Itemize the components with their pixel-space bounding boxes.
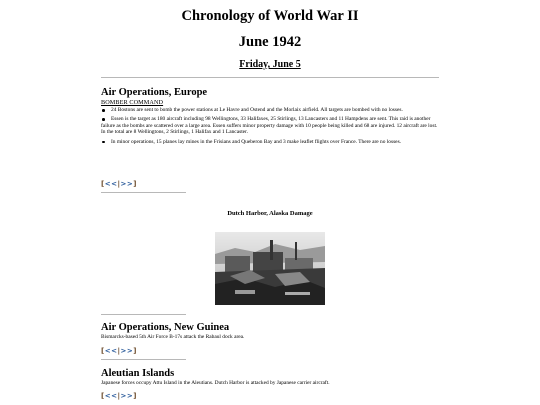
nav-arrows: [<<|>>] xyxy=(101,392,137,400)
event-list xyxy=(101,107,439,145)
nav-arrows: [<<|>>] xyxy=(101,347,137,355)
list-item: Essen is the target as 180 aircraft including 98 Wellingtons, 33 Halifaxes, 25 Stirlings, 13 Lancasters and 11 Hampdens are sent. This raid is another failure as the bombs are scattered over a large area. Essen suffers minor property damage with 10 people being killed and 68 are injured. 12 aircraft are lost. In the total are 8 Wellingtons, 2 Stirlings, 1 Halifax and 1 Lancaster. xyxy=(101,116,438,136)
page-title: Chronology of World War II xyxy=(181,8,359,24)
list-item: In minor operations, 15 planes lay mines in the Frisians and Queberon Bay and 3 make leaflet flights over France. There are no losses. xyxy=(101,139,439,145)
section-air-operations-europe xyxy=(101,87,439,148)
dutch-harbor-photo xyxy=(215,232,325,305)
section-heading: Air Operations, New Guinea xyxy=(101,322,230,333)
divider xyxy=(101,314,186,315)
photo-caption: Dutch Harbor, Alaska Damage xyxy=(227,210,313,217)
prev-arrow-icon[interactable]: << xyxy=(104,180,118,188)
prev-arrow-icon[interactable]: << xyxy=(104,347,118,355)
next-arrow-icon[interactable]: >> xyxy=(120,392,134,400)
divider xyxy=(101,77,439,78)
bullet-icon xyxy=(102,141,105,144)
section-aleutian-islands xyxy=(101,368,439,386)
next-arrow-icon[interactable]: >> xyxy=(120,180,134,188)
section-air-operations-new-guinea xyxy=(101,322,439,340)
divider xyxy=(101,359,186,360)
list-item: 24 Bostons are sent to bomb the power stations at Le Havre and Ostend and the Morlaix airfield. All targets are bombed with no losses. xyxy=(101,107,439,113)
section-text: Bismarcks-based 5th Air Force B-17s attack the Rabaul dock area. xyxy=(101,334,245,340)
section-heading: Air Operations, Europe xyxy=(101,87,208,98)
month-title: June 1942 xyxy=(238,34,302,50)
bomber-command-link[interactable]: BOMBER COMMAND xyxy=(101,99,164,106)
bullet-icon xyxy=(102,118,105,121)
bullet-icon xyxy=(102,109,105,112)
divider xyxy=(101,192,186,193)
section-heading: Aleutian Islands xyxy=(101,368,175,379)
section-text: Japanese forces occupy Attu Island in the Aleutians. Dutch Harbor is attacked by Japanese carrier aircraft. xyxy=(101,380,330,386)
nav-arrows: [<<|>>] xyxy=(101,180,137,188)
next-arrow-icon[interactable]: >> xyxy=(120,347,134,355)
prev-arrow-icon[interactable]: << xyxy=(104,392,118,400)
day-heading[interactable]: Friday, June 5 xyxy=(239,59,301,70)
